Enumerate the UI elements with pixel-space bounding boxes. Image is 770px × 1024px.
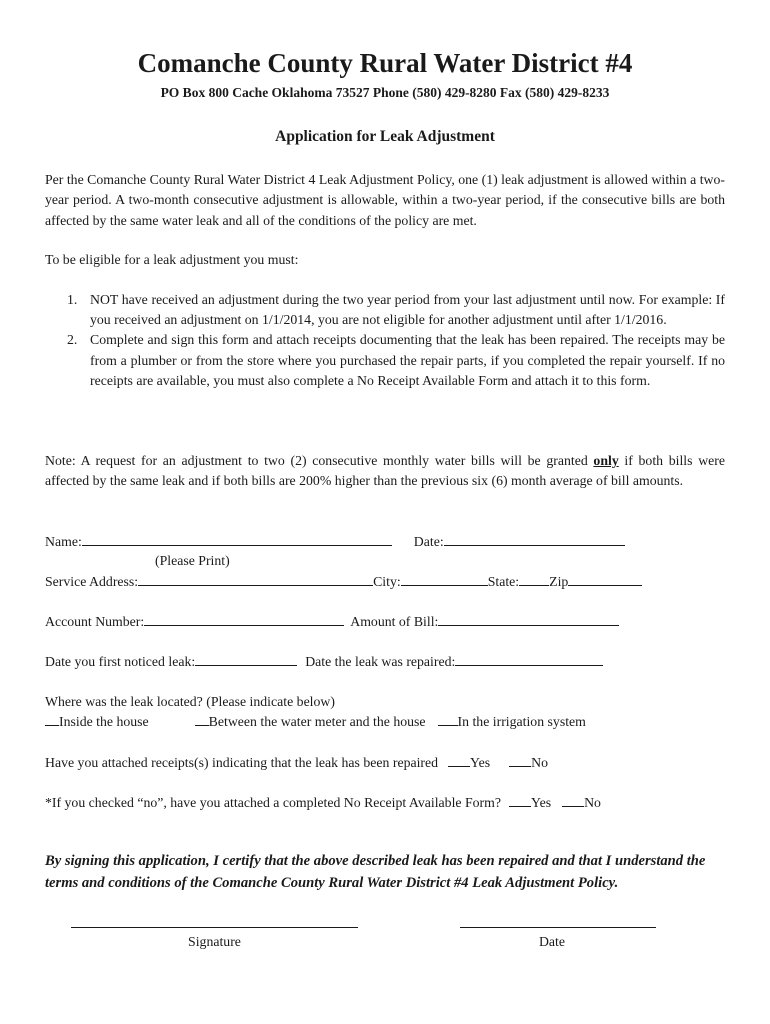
receipts-yes-checkbox[interactable] <box>448 752 470 767</box>
amount-of-bill-label: Amount of Bill: <box>350 614 439 629</box>
note-text-before: Note: A request for an adjustment to two (2) consecutive monthly water bills will be granted <box>45 453 594 468</box>
no-receipt-yes-label: Yes <box>531 795 552 810</box>
receipts-row <box>45 752 548 773</box>
policy-intro-paragraph: Per the Comanche County Rural Water District 4 Leak Adjustment Policy, one (1) leak adjustment is allowed within a two-year period. A two-month consecutive adjustment is allowable, within a two-year period, if the consecutive bills are both affected by the same water leak and all of the conditions of the policy are met. <box>45 172 725 228</box>
no-receipt-yes-checkbox[interactable] <box>509 792 531 807</box>
no-receipt-question: *If you checked “no”, have you attached a completed No Receipt Available Form? <box>45 795 502 810</box>
signature-label: Signature <box>188 934 241 949</box>
date-noticed-field[interactable] <box>195 651 297 666</box>
requirement-text: NOT have received an adjustment during the two year period from your last adjustment until now. For example: If you received an adjustment on 1/1/2014, you are not eligible for another adjustment until after 1/1/2016. <box>90 292 725 328</box>
city-field[interactable] <box>401 571 488 586</box>
no-receipt-no-checkbox[interactable] <box>562 792 584 807</box>
name-date-row <box>45 531 625 552</box>
requirement-number: 2. <box>67 332 78 348</box>
requirements-list <box>45 290 725 391</box>
inside-house-checkbox[interactable] <box>45 711 59 726</box>
account-row <box>45 611 619 632</box>
state-field[interactable] <box>519 571 549 586</box>
between-meter-label: Between the water meter and the house <box>208 714 426 729</box>
service-address-label: Service Address: <box>45 574 139 589</box>
service-address-row <box>45 571 642 592</box>
name-field[interactable] <box>82 531 392 546</box>
inside-house-label: Inside the house <box>59 714 149 729</box>
please-print-hint: (Please Print) <box>155 553 230 568</box>
date-repaired-label: Date the leak was repaired: <box>305 654 456 669</box>
certification-statement: By signing this application, I certify that the above described leak has been repaired and that I understand the terms and conditions of the Comanche County Rural Water District #4 Leak Adjustment Policy. <box>45 853 706 891</box>
date-field[interactable] <box>444 531 625 546</box>
receipts-yes-label: Yes <box>470 755 491 770</box>
district-contact-info: PO Box 800 Cache Oklahoma 73527 Phone (580) 429-8280 Fax (580) 429-8233 <box>160 85 610 100</box>
receipts-no-checkbox[interactable] <box>509 752 531 767</box>
state-label: State: <box>487 574 520 589</box>
amount-of-bill-field[interactable] <box>438 611 619 626</box>
account-number-field[interactable] <box>144 611 344 626</box>
eligibility-intro: To be eligible for a leak adjustment you must: <box>45 252 299 267</box>
leak-location-question: Where was the leak located? (Please indicate below) <box>45 694 335 709</box>
signature-date-line[interactable] <box>460 927 656 928</box>
requirement-item <box>45 330 725 391</box>
leak-location-options <box>45 711 586 732</box>
signature-date-label: Date <box>538 934 566 949</box>
service-address-field[interactable] <box>138 571 373 586</box>
consecutive-bills-note <box>45 451 725 492</box>
name-label: Name: <box>45 534 82 549</box>
requirement-number: 1. <box>67 292 78 307</box>
date-repaired-field[interactable] <box>455 651 603 666</box>
note-emphasis: only <box>593 453 619 468</box>
no-receipt-no-label: No <box>584 795 601 810</box>
between-meter-checkbox[interactable] <box>195 711 209 726</box>
requirement-item <box>45 290 725 330</box>
receipts-question: Have you attached receipts(s) indicating that the leak has been repaired <box>45 755 439 770</box>
no-receipt-row <box>45 792 601 813</box>
requirement-text: Complete and sign this form and attach receipts documenting that the leak has been repaired. The receipts may be from a plumber or from the store where you purchased the repair parts, if you completed the repair yourself. If no receipts are available, you must also complete a No Receipt Available Form and attach it to this form. <box>90 332 725 388</box>
receipts-no-label: No <box>531 755 548 770</box>
city-label: City: <box>373 574 401 589</box>
page-title: Comanche County Rural Water District #4 <box>137 48 633 78</box>
leak-dates-row <box>45 651 603 672</box>
zip-label: Zip <box>549 574 569 589</box>
account-number-label: Account Number: <box>45 614 145 629</box>
date-label: Date: <box>413 534 444 549</box>
signature-line[interactable] <box>71 927 358 928</box>
irrigation-checkbox[interactable] <box>438 711 458 726</box>
irrigation-label: In the irrigation system <box>457 714 586 729</box>
form-subtitle: Application for Leak Adjustment <box>275 128 495 145</box>
date-noticed-label: Date you first noticed leak: <box>45 654 196 669</box>
zip-field[interactable] <box>568 571 642 586</box>
note-text-after: if both bills were affected by the same leak and if both bills are 200% higher than the previous six (6) month average of bill amounts. <box>45 453 725 489</box>
